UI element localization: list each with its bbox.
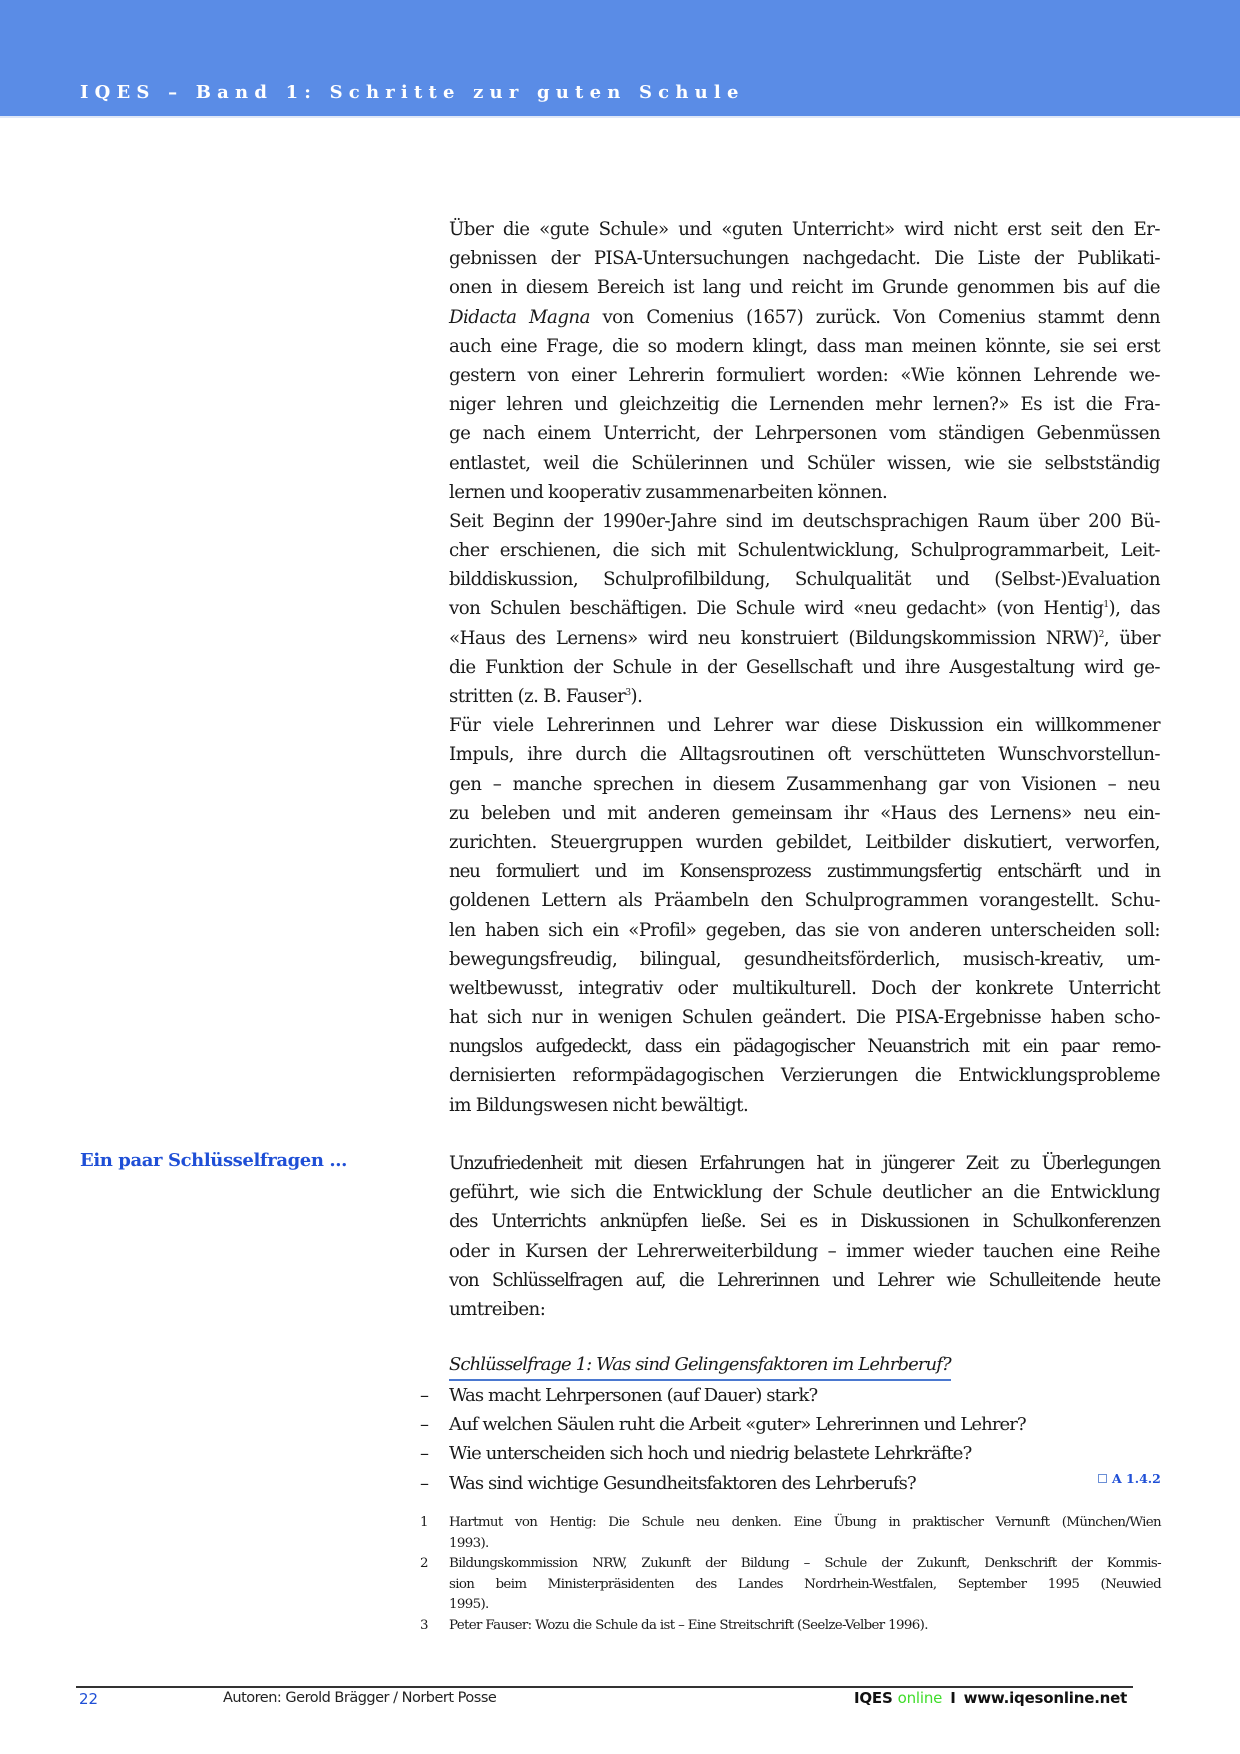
section-side-heading: Ein paar Schlüsselfragen … [80, 1150, 347, 1171]
body-line [449, 682, 1160, 711]
footnote-ref-3[interactable]: 3 [625, 688, 631, 698]
key-question-list [420, 1381, 1160, 1498]
body-line: onen in diesem Bereich ist lang und reicht im Grunde genommen bis auf die [449, 277, 1160, 299]
list-item-text: Was sind wichtige Gesundheitsfaktoren des Lehrberufs? [449, 1472, 916, 1494]
body-line: zu beleben und mit anderen gemeinsam ihr «Haus des Lernens» neu ein- [449, 802, 1160, 824]
body-line-text: von Schulen beschäftigen. Die Schule wird «neu gedacht» (von Hentig [449, 598, 1104, 620]
body-line: geführt, wie sich die Entwicklung der Schule deutlicher an die Entwicklung [449, 1182, 1160, 1204]
cross-reference-label: A 1.4.2 [1112, 1471, 1161, 1486]
page-header-bar [0, 0, 1240, 118]
footer-divider [76, 1686, 1133, 1688]
footnote-3 [420, 1616, 1161, 1637]
list-item [420, 1469, 1160, 1498]
body-line: neu formuliert und im Konsensprozess zustimmungsfertig entschärft und in [449, 861, 1160, 883]
dash-bullet: – [420, 1472, 429, 1494]
body-line [449, 594, 1160, 623]
body-line-text: von Comenius (1657) zurück. Von Comenius stammt denn [602, 306, 1160, 328]
body-line: cher erschienen, die sich mit Schulentwicklung, Schulprogrammarbeit, Leit- [449, 540, 1160, 562]
body-line: Unzufriedenheit mit diesen Erfahrungen hat in jüngerer Zeit zu Überlegungen [449, 1153, 1160, 1174]
footnote-line: 1993). [449, 1535, 489, 1551]
brand-name: IQES [854, 1689, 893, 1707]
arrow-box-icon [1098, 1474, 1107, 1483]
footnote-line: Peter Fauser: Wozu die Schule da ist – Eine Streitschrift (Seelze-Velber 1996). [449, 1617, 928, 1633]
running-header-title: IQES – Band 1: Schritte zur guten Schule [80, 82, 745, 103]
body-line: von Schlüsselfragen auf, die Lehrerinnen und Lehrer wie Schulleitende heute [449, 1269, 1160, 1291]
website-link[interactable]: www.iqesonline.net [963, 1689, 1128, 1707]
body-line: niger lehren und gleichzeitig die Lernenden mehr lernen?» Es ist die Fra- [449, 394, 1160, 416]
body-line-text: , über [1103, 627, 1160, 649]
footnote-2 [420, 1554, 1161, 1616]
list-item-text: Wie unterscheiden sich hoch und niedrig belastete Lehrkräfte? [449, 1443, 972, 1465]
dash-bullet: – [420, 1443, 429, 1465]
list-item-text: Auf welchen Säulen ruht die Arbeit «guter» Lehrerinnen und Lehrer? [449, 1414, 1026, 1436]
body-line: gestern von einer Lehrerin formuliert worden: «Wie können Lehrende we- [449, 364, 1160, 386]
footnote-number: 1 [420, 1515, 428, 1530]
footnote-line: 1995). [449, 1597, 489, 1612]
body-line: nungslos aufgedeckt, dass ein pädagogischer Neuanstrich mit ein paar remo- [449, 1036, 1160, 1058]
key-question-title: Schlüsselfrage 1: Was sind Gelingensfaktoren im Lehrberuf? [449, 1352, 951, 1381]
brand-separator: I [950, 1689, 956, 1707]
body-line: gen – manche sprechen in diesem Zusammenhang gar von Visionen – neu [449, 773, 1160, 795]
dash-bullet: – [420, 1414, 429, 1436]
brand-accent: online [897, 1689, 943, 1707]
footnotes [420, 1513, 1161, 1636]
body-line: auch eine Frage, die so modern klingt, dass man meinen könnte, sie sei erst [449, 335, 1160, 357]
page-number: 22 [79, 1690, 99, 1708]
body-line-text: stritten (z. B. Fauser [449, 686, 626, 707]
footnote-1 [420, 1513, 1161, 1554]
body-line: oder in Kursen der Lehrerweiterbildung – immer wieder tauchen eine Reihe [449, 1240, 1160, 1262]
body-line: dernisierten reformpädagogischen Verzierungen die Entwicklungsprobleme [449, 1065, 1160, 1087]
list-item [420, 1439, 1160, 1468]
footnote-line: Bildungskommission NRW, Zukunft der Bildung – Schule der Zukunft, Denkschrift der Kommis- [449, 1556, 1161, 1571]
body-line: die Funktion der Schule in der Gesellschaft und ihre Ausgestaltung wird ge- [449, 656, 1160, 678]
body-line: Über die «gute Schule» und «guten Unterricht» wird nicht erst seit den Er- [449, 219, 1160, 240]
footnote-line: Hartmut von Hentig: Die Schule neu denken. Eine Übung in praktischer Vernunft (München/Wien [449, 1515, 1161, 1530]
body-line: bilddiskussion, Schulprofilbildung, Schulqualität und (Selbst-)Evaluation [449, 569, 1160, 591]
section2-text-column [449, 1149, 1160, 1324]
footnote-line: sion beim Ministerpräsidenten des Landes Nordrhein-Westfalen, September 1995 (Neuwied [449, 1576, 1161, 1592]
body-line-text: «Haus des Lernens» wird neu konstruiert (Bildungskommission NRW) [449, 627, 1099, 649]
main-text-column [449, 215, 1160, 1120]
body-line: Seit Beginn der 1990er-Jahre sind im deutschsprachigen Raum über 200 Bü- [449, 510, 1160, 532]
body-line: lernen und kooperativ zusammenarbeiten können. [449, 481, 888, 503]
list-item [420, 1381, 1160, 1410]
body-line: bewegungsfreudig, bilingual, gesundheitsförderlich, musisch-kreativ, um- [449, 948, 1160, 970]
body-line [449, 624, 1160, 653]
cross-reference-link[interactable] [1098, 1471, 1161, 1486]
dash-bullet: – [420, 1385, 429, 1406]
body-line: entlastet, weil die Schülerinnen und Schüler wissen, wie sie selbstständig [449, 452, 1160, 474]
footnote-ref-1[interactable]: 1 [1103, 600, 1109, 611]
footnote-ref-2[interactable]: 2 [1098, 629, 1104, 640]
body-line: umtreiben: [449, 1298, 546, 1320]
list-item [420, 1410, 1160, 1439]
list-item-text: Was macht Lehrpersonen (auf Dauer) stark? [449, 1385, 818, 1406]
body-line-text: ), das [1108, 598, 1160, 620]
body-line [449, 303, 1160, 332]
body-line: hat sich nur in wenigen Schulen geändert. Die PISA-Ergebnisse haben scho- [449, 1007, 1160, 1029]
body-line: zurichten. Steuergruppen wurden gebildet, Leitbilder diskutiert, verworfen, [449, 831, 1160, 853]
body-line: Für viele Lehrerinnen und Lehrer war diese Diskussion ein willkommener [449, 715, 1160, 737]
book-title: Didacta Magna [449, 306, 590, 328]
footer-brand [854, 1689, 1127, 1707]
footer-authors: Autoren: Gerold Brägger / Norbert Posse [223, 1690, 497, 1706]
body-line-text: ). [630, 686, 643, 707]
body-line: Impuls, ihre durch die Alltagsroutinen oft verschütteten Wunschvorstellun- [449, 744, 1160, 766]
footnote-number: 3 [420, 1617, 428, 1633]
body-line: gebnissen der PISA-Untersuchungen nachgedacht. Die Liste der Publikati- [449, 248, 1160, 270]
body-line: ge nach einem Unterricht, der Lehrpersonen vom ständigen Gebenmüssen [449, 423, 1160, 445]
body-line: weltbewusst, integrativ oder multikulturell. Doch der konkrete Unterricht [449, 977, 1160, 999]
footnote-number: 2 [420, 1556, 428, 1571]
body-line: des Unterrichts anknüpfen ließe. Sei es in Diskussionen in Schulkonferenzen [449, 1211, 1160, 1233]
body-line: im Bildungswesen nicht bewältigt. [449, 1094, 749, 1116]
body-line: goldenen Lettern als Präambeln den Schulprogrammen vorangestellt. Schu- [449, 890, 1160, 912]
body-line: len haben sich ein «Profil» gegeben, das sie von anderen unterscheiden soll: [449, 919, 1160, 941]
